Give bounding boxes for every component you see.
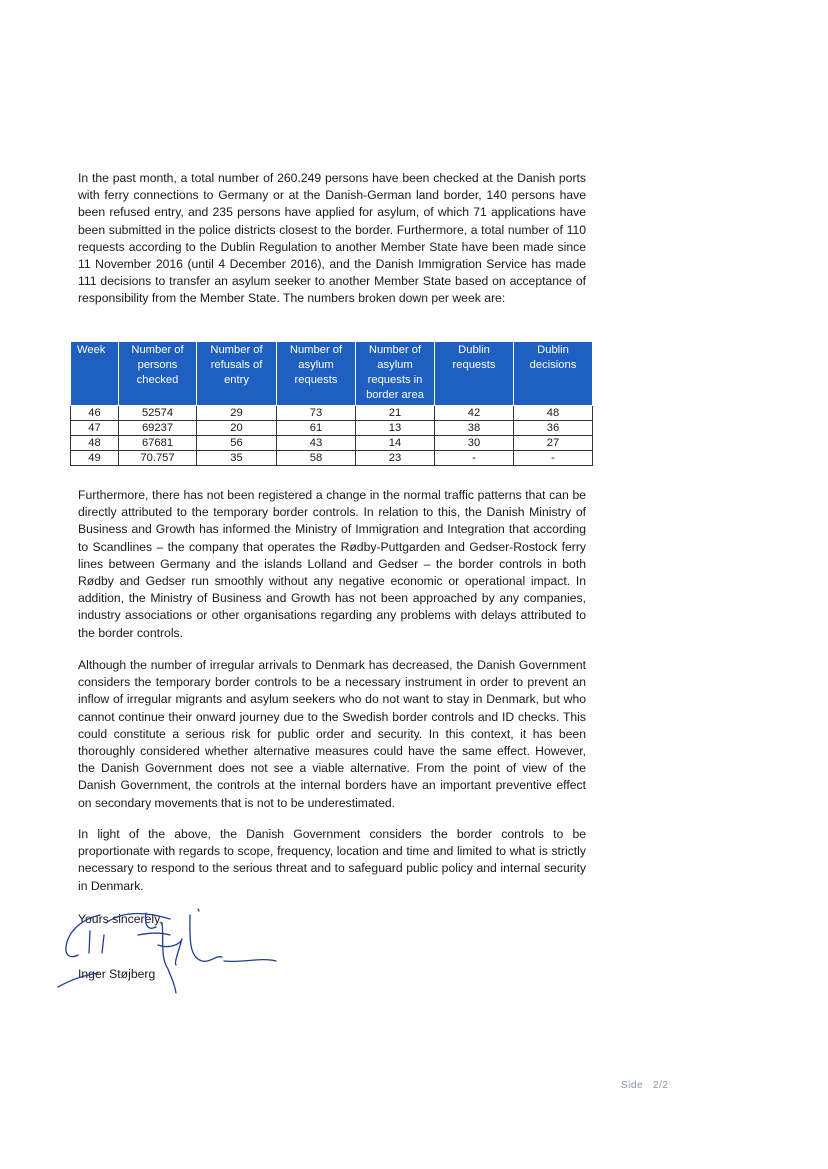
handwritten-signature	[52, 905, 282, 1000]
table-row	[71, 421, 593, 436]
column-header: Number of asylum requests in border area	[356, 342, 435, 406]
table-cell: 42	[435, 406, 514, 421]
table-cell: 20	[197, 421, 277, 436]
table-cell: 35	[197, 451, 277, 466]
weekly-statistics-table	[70, 341, 593, 466]
table-row	[71, 451, 593, 466]
table-row	[71, 406, 593, 421]
table-cell: 73	[277, 406, 356, 421]
intro-paragraph: In the past month, a total number of 260.249 persons have been checked at the Danish ports with ferry connections to Germany or at the Danish-German land border, 140 persons have been refused entry, and 235 persons have applied for asylum, of which 71 applications have been submitted in the police districts closest to the border. Furthermore, a total number of 110 requests according to the Dublin Regulation to another Member State have been made since 11 November 2016 (until 4 December 2016), and the Danish Immigration Service has made 111 decisions to transfer an asylum seeker to another Member State based on acceptance of responsibility from the Member State. The numbers broken down per week are:	[78, 171, 586, 306]
table-cell: 46	[71, 406, 119, 421]
table-cell: 13	[356, 421, 435, 436]
table-cell: 49	[71, 451, 119, 466]
column-header: Number of persons checked	[119, 342, 197, 406]
page-value: 2/2	[653, 1080, 669, 1091]
table-cell: 48	[71, 436, 119, 451]
table-cell: 23	[356, 451, 435, 466]
column-header: Dublin decisions	[514, 342, 593, 406]
page-number	[621, 1080, 668, 1091]
table-cell: 58	[277, 451, 356, 466]
table-cell: 14	[356, 436, 435, 451]
table-cell: 52574	[119, 406, 197, 421]
traffic-paragraph: Furthermore, there has not been registered a change in the normal traffic patterns that can be directly attributed to the temporary border controls. In relation to this, the Danish Ministry of Business and Growth has informed the Ministry of Immigration and Integration that according to Scandlines – the company that operates the Rødby-Puttgarden and Gedser-Rostock ferry lines between Germany and the islands Lolland and Gedser – the border controls in both Rødby and Gedser run smoothly without any negative economic or operational impact. In addition, the Ministry of Business and Growth has not been approached by any companies, industry associations or other organisations regarding any problems with delays attributed to the border controls.	[78, 488, 586, 640]
table-cell: -	[435, 451, 514, 466]
table-cell: 48	[514, 406, 593, 421]
table-cell: 43	[277, 436, 356, 451]
table-cell: 38	[435, 421, 514, 436]
table-cell: 47	[71, 421, 119, 436]
column-header: Number of refusals of entry	[197, 342, 277, 406]
table-cell: 21	[356, 406, 435, 421]
column-header: Number of asylum requests	[277, 342, 356, 406]
signer-name: Inger Støjberg	[78, 967, 156, 981]
column-header: Dublin requests	[435, 342, 514, 406]
table-cell: 36	[514, 421, 593, 436]
table-cell: 70.757	[119, 451, 197, 466]
table-cell: 30	[435, 436, 514, 451]
table-cell: 67681	[119, 436, 197, 451]
page-label: Side	[621, 1080, 644, 1091]
table-cell: 61	[277, 421, 356, 436]
table-cell: 29	[197, 406, 277, 421]
table-cell: 27	[514, 436, 593, 451]
closing-salutation: Yours sincerely,	[78, 912, 163, 926]
table-cell: 69237	[119, 421, 197, 436]
table-cell: -	[514, 451, 593, 466]
table-cell: 56	[197, 436, 277, 451]
conclusion-paragraph: In light of the above, the Danish Government considers the border controls to be proportionate with regards to scope, frequency, location and time and limited to what is strictly necessary to respond to the serious threat and to safeguard public policy and internal security in Denmark.	[78, 827, 586, 893]
table-header-row	[71, 342, 593, 406]
column-header: Week	[71, 342, 119, 406]
irregular-arrivals-paragraph: Although the number of irregular arrivals to Denmark has decreased, the Danish Government considers the temporary border controls to be a necessary instrument in order to prevent an inflow of irregular migrants and asylum seekers who do not want to stay in Denmark, but who cannot continue their onward journey due to the Swedish border controls and ID checks. This could constitute a serious risk for public order and security. In this context, it has been thoroughly considered whether alternative measures could have the same effect. However, the Danish Government does not see a viable alternative. From the point of view of the Danish Government, the controls at the internal borders have an important preventive effect on secondary movements that is not to be underestimated.	[78, 658, 586, 810]
table-row	[71, 436, 593, 451]
